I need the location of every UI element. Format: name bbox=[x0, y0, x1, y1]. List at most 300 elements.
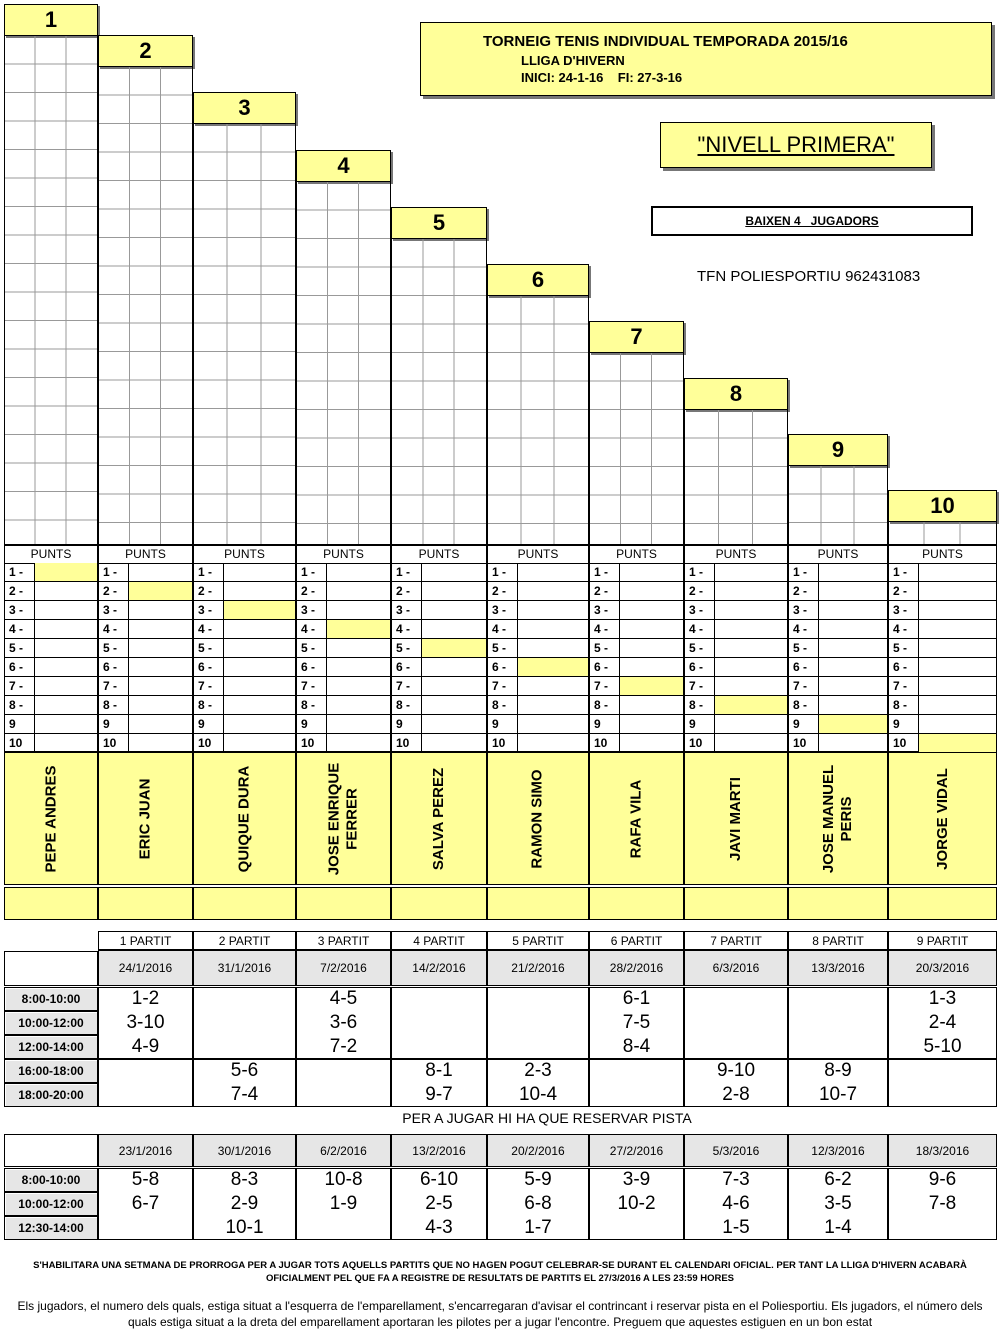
partit-date: 7/2/2016 bbox=[296, 950, 391, 986]
match-pairing: 10-4 bbox=[518, 1084, 558, 1105]
points-row bbox=[789, 696, 887, 715]
points-value-cell[interactable] bbox=[919, 677, 996, 695]
points-value-cell[interactable] bbox=[422, 582, 486, 600]
points-row-label: 9 bbox=[685, 715, 715, 733]
points-row bbox=[488, 677, 588, 696]
points-row-label: 1 - bbox=[5, 563, 35, 581]
player-total-cell[interactable] bbox=[391, 887, 487, 920]
points-value-cell[interactable] bbox=[35, 658, 97, 676]
partit-header: 4 PARTIT bbox=[391, 931, 487, 950]
player-number-header: 5 bbox=[391, 207, 487, 239]
player-name-cell bbox=[487, 752, 589, 885]
points-row-label: 10 bbox=[297, 734, 327, 753]
time-slot-label: 8:00-10:00 bbox=[4, 1168, 98, 1192]
match-pairing bbox=[98, 1083, 193, 1107]
points-value-cell[interactable] bbox=[327, 696, 390, 714]
points-value-cell[interactable] bbox=[327, 639, 390, 657]
points-row-label: 10 bbox=[99, 734, 129, 753]
match-pairing: 9-7 bbox=[425, 1084, 453, 1105]
points-value-cell[interactable] bbox=[620, 639, 683, 657]
points-row-label: 7 - bbox=[488, 677, 518, 695]
points-row bbox=[5, 658, 97, 677]
player-total-cell[interactable] bbox=[684, 887, 788, 920]
player-name: JOSE MANUEL PERIS bbox=[820, 764, 856, 873]
points-value-cell[interactable] bbox=[620, 658, 683, 676]
points-row-label: 3 - bbox=[392, 601, 422, 619]
points-value-cell[interactable] bbox=[518, 677, 588, 695]
points-value-cell[interactable] bbox=[715, 563, 787, 581]
points-row-label: 2 - bbox=[297, 582, 327, 600]
points-row-label: 3 - bbox=[194, 601, 224, 619]
points-value-cell[interactable] bbox=[620, 620, 683, 638]
points-row bbox=[194, 620, 295, 639]
points-row bbox=[789, 677, 887, 696]
points-value-cell[interactable] bbox=[35, 601, 97, 619]
player-total-cell[interactable] bbox=[589, 887, 684, 920]
points-value-cell[interactable] bbox=[129, 696, 192, 714]
points-value-cell[interactable] bbox=[422, 563, 486, 581]
points-value-cell[interactable] bbox=[35, 677, 97, 695]
match-pairing bbox=[589, 1216, 684, 1240]
points-row-label: 6 - bbox=[685, 658, 715, 676]
match-pairing bbox=[193, 987, 296, 1011]
partit-date: 20/3/2016 bbox=[888, 950, 997, 986]
partit-header: 1 PARTIT bbox=[98, 931, 193, 950]
points-row-label: 4 - bbox=[5, 620, 35, 638]
points-value-cell[interactable] bbox=[327, 715, 390, 733]
points-row bbox=[590, 677, 683, 696]
points-value-cell[interactable] bbox=[422, 639, 486, 657]
match-pairing bbox=[589, 1059, 684, 1083]
points-column bbox=[788, 545, 888, 752]
points-row-label: 1 - bbox=[392, 563, 422, 581]
points-row bbox=[297, 734, 390, 753]
points-value-cell[interactable] bbox=[422, 601, 486, 619]
partit-header: 5 PARTIT bbox=[487, 931, 589, 950]
points-row-label: 10 bbox=[392, 734, 422, 753]
points-value-cell[interactable] bbox=[715, 658, 787, 676]
points-value-cell[interactable] bbox=[819, 620, 887, 638]
points-row bbox=[590, 658, 683, 677]
player-name: JORGE VIDAL bbox=[933, 767, 951, 870]
points-row bbox=[194, 563, 295, 582]
match-grid bbox=[589, 353, 684, 545]
points-row-label: 7 - bbox=[297, 677, 327, 695]
points-value-cell[interactable] bbox=[224, 715, 295, 733]
points-row bbox=[5, 620, 97, 639]
points-row bbox=[789, 563, 887, 582]
points-row bbox=[685, 601, 787, 620]
match-pairing bbox=[788, 1035, 888, 1059]
points-value-cell[interactable] bbox=[518, 563, 588, 581]
points-row-label: 6 - bbox=[789, 658, 819, 676]
match-pairing: 3-10 bbox=[126, 1012, 165, 1033]
points-row-label: 4 - bbox=[789, 620, 819, 638]
points-row bbox=[488, 734, 588, 753]
points-value-cell[interactable] bbox=[919, 734, 996, 753]
points-column bbox=[296, 545, 391, 752]
match-pairing bbox=[98, 1216, 193, 1240]
points-value-cell[interactable] bbox=[35, 639, 97, 657]
player-number-header: 7 bbox=[589, 321, 684, 353]
points-row bbox=[685, 715, 787, 734]
points-value-cell[interactable] bbox=[819, 734, 887, 753]
points-column bbox=[98, 545, 193, 752]
points-row bbox=[5, 582, 97, 601]
points-row bbox=[99, 601, 192, 620]
points-row-label: 8 - bbox=[889, 696, 919, 714]
points-row bbox=[297, 658, 390, 677]
points-value-cell[interactable] bbox=[919, 601, 996, 619]
time-slot-label: 12:00-14:00 bbox=[4, 1035, 98, 1059]
points-value-cell[interactable] bbox=[129, 658, 192, 676]
points-row bbox=[685, 639, 787, 658]
points-value-cell[interactable] bbox=[715, 734, 787, 753]
points-row bbox=[590, 734, 683, 753]
points-row-label: 4 - bbox=[488, 620, 518, 638]
points-value-cell[interactable] bbox=[327, 563, 390, 581]
points-value-cell[interactable] bbox=[422, 658, 486, 676]
points-row bbox=[5, 639, 97, 658]
points-row bbox=[889, 620, 996, 639]
match-pairing: 8-9 bbox=[824, 1060, 852, 1081]
points-row bbox=[297, 639, 390, 658]
points-value-cell[interactable] bbox=[35, 715, 97, 733]
points-value-cell[interactable] bbox=[919, 563, 996, 581]
points-row-label: 1 - bbox=[889, 563, 919, 581]
points-value-cell[interactable] bbox=[518, 715, 588, 733]
schedule-corner bbox=[4, 1134, 98, 1167]
partit-date: 30/1/2016 bbox=[193, 1134, 296, 1167]
points-row bbox=[392, 658, 486, 677]
points-value-cell[interactable] bbox=[35, 563, 97, 581]
points-value-cell[interactable] bbox=[422, 715, 486, 733]
points-row-label: 4 - bbox=[194, 620, 224, 638]
points-value-cell[interactable] bbox=[620, 715, 683, 733]
points-row bbox=[392, 677, 486, 696]
points-value-cell[interactable] bbox=[715, 601, 787, 619]
points-value-cell[interactable] bbox=[224, 658, 295, 676]
points-row bbox=[685, 620, 787, 639]
points-value-cell[interactable] bbox=[327, 582, 390, 600]
match-pairing: 8-4 bbox=[622, 1036, 651, 1057]
points-row-label: 8 - bbox=[685, 696, 715, 714]
points-row-label: 7 - bbox=[590, 677, 620, 695]
match-pairing bbox=[589, 1083, 684, 1107]
points-row bbox=[5, 601, 97, 620]
points-row-label: 2 - bbox=[889, 582, 919, 600]
points-row-label: 9 bbox=[297, 715, 327, 733]
points-value-cell[interactable] bbox=[620, 582, 683, 600]
tournament-subtitle: LLIGA D'HIVERN bbox=[521, 53, 625, 68]
points-value-cell[interactable] bbox=[819, 677, 887, 695]
points-value-cell[interactable] bbox=[919, 639, 996, 657]
points-row-label: 5 - bbox=[590, 639, 620, 657]
footer-bold-note: S'HABILITARA UNA SETMANA DE PRORROGA PER A JUGAR TOTS AQUELLS PARTITS QUE NO HAGEN POGUT CELEBRAR-SE DURANT EL CALENDARI OFICIAL. PER TANT LA LLIGA D'HIVERN ACABARÀ OFICIALMENT PEL QUE FA A REGISTRE DE RESULTATS DE PARTITS EL 27/3/2016 A LES 23:59 HORES bbox=[33, 1260, 967, 1284]
points-row bbox=[194, 715, 295, 734]
points-value-cell[interactable] bbox=[715, 696, 787, 714]
player-total-cell[interactable] bbox=[193, 887, 296, 920]
points-row bbox=[590, 620, 683, 639]
match-pairing bbox=[296, 1059, 391, 1083]
match-pairing: 7-5 bbox=[622, 1012, 651, 1033]
player-total-cell[interactable] bbox=[788, 887, 888, 920]
points-row bbox=[297, 601, 390, 620]
points-value-cell[interactable] bbox=[919, 696, 996, 714]
points-value-cell[interactable] bbox=[518, 582, 588, 600]
points-row bbox=[194, 677, 295, 696]
points-row bbox=[590, 639, 683, 658]
points-value-cell[interactable] bbox=[35, 734, 97, 753]
points-row bbox=[889, 677, 996, 696]
points-value-cell[interactable] bbox=[422, 696, 486, 714]
points-value-cell[interactable] bbox=[327, 658, 390, 676]
time-slot-label: 8:00-10:00 bbox=[4, 987, 98, 1011]
points-row-label: 8 - bbox=[590, 696, 620, 714]
match-pairing: 10-7 bbox=[818, 1084, 858, 1105]
points-row-label: 2 - bbox=[99, 582, 129, 600]
points-value-cell[interactable] bbox=[518, 639, 588, 657]
match-pairing: 7-4 bbox=[230, 1084, 259, 1105]
partit-header: 6 PARTIT bbox=[589, 931, 684, 950]
points-row-label: 5 - bbox=[789, 639, 819, 657]
partit-date: 27/2/2016 bbox=[589, 1134, 684, 1167]
points-value-cell[interactable] bbox=[620, 696, 683, 714]
match-pairing: 8-3 bbox=[230, 1169, 259, 1190]
partit-header: 8 PARTIT bbox=[788, 931, 888, 950]
points-value-cell[interactable] bbox=[819, 715, 887, 733]
points-row-label: 8 - bbox=[488, 696, 518, 714]
points-row-label: 10 bbox=[5, 734, 35, 753]
points-value-cell[interactable] bbox=[129, 715, 192, 733]
points-row bbox=[789, 620, 887, 639]
points-value-cell[interactable] bbox=[422, 620, 486, 638]
points-header: PUNTS bbox=[590, 546, 683, 564]
points-row-label: 7 - bbox=[889, 677, 919, 695]
points-row-label: 3 - bbox=[685, 601, 715, 619]
player-number-header: 6 bbox=[487, 264, 589, 296]
points-value-cell[interactable] bbox=[327, 734, 390, 753]
partit-date: 6/3/2016 bbox=[684, 950, 788, 986]
points-row bbox=[194, 734, 295, 753]
points-value-cell[interactable] bbox=[129, 677, 192, 695]
points-row bbox=[685, 563, 787, 582]
points-value-cell[interactable] bbox=[224, 734, 295, 753]
player-total-cell[interactable] bbox=[98, 887, 193, 920]
points-value-cell[interactable] bbox=[224, 696, 295, 714]
points-value-cell[interactable] bbox=[919, 715, 996, 733]
points-value-cell[interactable] bbox=[422, 734, 486, 753]
points-row bbox=[392, 582, 486, 601]
points-row-label: 7 - bbox=[99, 677, 129, 695]
player-name-cell bbox=[4, 752, 98, 885]
points-value-cell[interactable] bbox=[819, 639, 887, 657]
points-value-cell[interactable] bbox=[129, 563, 192, 581]
points-value-cell[interactable] bbox=[35, 696, 97, 714]
points-header: PUNTS bbox=[789, 546, 887, 564]
match-pairing: 10-1 bbox=[225, 1217, 264, 1238]
time-slot-label: 16:00-18:00 bbox=[4, 1059, 98, 1083]
points-value-cell[interactable] bbox=[35, 582, 97, 600]
points-header: PUNTS bbox=[297, 546, 390, 564]
points-value-cell[interactable] bbox=[129, 639, 192, 657]
points-value-cell[interactable] bbox=[819, 658, 887, 676]
points-value-cell[interactable] bbox=[35, 620, 97, 638]
player-name: SALVA PEREZ bbox=[430, 767, 448, 870]
points-value-cell[interactable] bbox=[919, 620, 996, 638]
time-slot-label: 10:00-12:00 bbox=[4, 1011, 98, 1035]
match-pairing: 2-3 bbox=[524, 1060, 552, 1081]
points-header: PUNTS bbox=[392, 546, 486, 564]
points-row bbox=[889, 639, 996, 658]
points-value-cell[interactable] bbox=[129, 620, 192, 638]
points-row bbox=[789, 601, 887, 620]
points-row bbox=[297, 696, 390, 715]
player-name: QUIQUE DURA bbox=[235, 765, 253, 872]
points-row-label: 9 bbox=[789, 715, 819, 733]
level-label: "NIVELL PRIMERA" bbox=[660, 122, 932, 168]
points-row-label: 10 bbox=[789, 734, 819, 753]
points-value-cell[interactable] bbox=[518, 620, 588, 638]
player-number-header: 1 bbox=[4, 4, 98, 36]
points-value-cell[interactable] bbox=[715, 715, 787, 733]
partit-date: 28/2/2016 bbox=[589, 950, 684, 986]
player-total-cell[interactable] bbox=[4, 887, 98, 920]
points-row-label: 1 - bbox=[685, 563, 715, 581]
points-row bbox=[488, 658, 588, 677]
points-row-label: 5 - bbox=[5, 639, 35, 657]
points-row bbox=[194, 582, 295, 601]
points-value-cell[interactable] bbox=[819, 696, 887, 714]
points-row bbox=[99, 715, 192, 734]
points-value-cell[interactable] bbox=[327, 677, 390, 695]
points-row-label: 10 bbox=[590, 734, 620, 753]
match-pairing bbox=[888, 1216, 997, 1240]
points-row-label: 2 - bbox=[194, 582, 224, 600]
points-value-cell[interactable] bbox=[224, 582, 295, 600]
points-row bbox=[889, 734, 996, 753]
match-pairing bbox=[391, 987, 487, 1011]
points-value-cell[interactable] bbox=[620, 734, 683, 753]
player-name-cell bbox=[888, 752, 997, 885]
match-grid bbox=[193, 124, 296, 545]
points-header: PUNTS bbox=[889, 546, 996, 564]
points-row-label: 2 - bbox=[789, 582, 819, 600]
points-column bbox=[684, 545, 788, 752]
points-value-cell[interactable] bbox=[819, 601, 887, 619]
points-value-cell[interactable] bbox=[129, 601, 192, 619]
partit-date: 24/1/2016 bbox=[98, 950, 193, 986]
points-row-label: 1 - bbox=[194, 563, 224, 581]
player-total-cell[interactable] bbox=[888, 887, 997, 920]
points-row bbox=[99, 563, 192, 582]
player-name: RAMON SIMO bbox=[528, 768, 546, 869]
match-pairing: 10-8 bbox=[324, 1169, 363, 1190]
points-row-label: 5 - bbox=[297, 639, 327, 657]
points-row bbox=[488, 639, 588, 658]
match-pairing: 1-9 bbox=[329, 1193, 358, 1214]
match-grid bbox=[98, 67, 193, 545]
points-value-cell[interactable] bbox=[715, 639, 787, 657]
points-row bbox=[99, 734, 192, 753]
points-value-cell[interactable] bbox=[819, 563, 887, 581]
points-value-cell[interactable] bbox=[422, 677, 486, 695]
points-row-label: 8 - bbox=[789, 696, 819, 714]
points-value-cell[interactable] bbox=[715, 582, 787, 600]
match-grid bbox=[788, 466, 888, 545]
points-value-cell[interactable] bbox=[129, 734, 192, 753]
points-row bbox=[99, 658, 192, 677]
points-value-cell[interactable] bbox=[327, 620, 390, 638]
player-total-cell[interactable] bbox=[296, 887, 391, 920]
match-pairing: 7-3 bbox=[722, 1169, 750, 1190]
match-pairing bbox=[684, 1035, 788, 1059]
points-row-label: 2 - bbox=[5, 582, 35, 600]
match-pairing: 5-8 bbox=[131, 1169, 160, 1190]
points-row bbox=[685, 734, 787, 753]
points-row-label: 6 - bbox=[194, 658, 224, 676]
player-name: ERIC JUAN bbox=[136, 778, 154, 859]
points-value-cell[interactable] bbox=[224, 620, 295, 638]
points-value-cell[interactable] bbox=[919, 582, 996, 600]
points-value-cell[interactable] bbox=[715, 677, 787, 695]
points-value-cell[interactable] bbox=[129, 582, 192, 600]
phone-label: TFN POLIESPORTIU 962431083 bbox=[697, 268, 921, 285]
points-row bbox=[392, 696, 486, 715]
points-row-label: 6 - bbox=[488, 658, 518, 676]
points-value-cell[interactable] bbox=[518, 601, 588, 619]
points-row bbox=[5, 696, 97, 715]
points-row-label: 8 - bbox=[5, 696, 35, 714]
match-grid bbox=[684, 410, 788, 545]
points-value-cell[interactable] bbox=[224, 677, 295, 695]
points-value-cell[interactable] bbox=[715, 620, 787, 638]
points-row-label: 3 - bbox=[889, 601, 919, 619]
points-value-cell[interactable] bbox=[620, 563, 683, 581]
points-value-cell[interactable] bbox=[224, 601, 295, 619]
points-row-label: 6 - bbox=[297, 658, 327, 676]
match-pairing: 4-9 bbox=[131, 1036, 160, 1057]
player-number-header: 3 bbox=[193, 92, 296, 124]
match-pairing bbox=[684, 1011, 788, 1035]
player-total-cell[interactable] bbox=[487, 887, 589, 920]
partit-date: 14/2/2016 bbox=[391, 950, 487, 986]
points-value-cell[interactable] bbox=[819, 582, 887, 600]
player-name: JAVI MARTI bbox=[727, 776, 744, 861]
points-row-label: 10 bbox=[194, 734, 224, 753]
points-value-cell[interactable] bbox=[224, 563, 295, 581]
points-value-cell[interactable] bbox=[224, 639, 295, 657]
points-value-cell[interactable] bbox=[327, 601, 390, 619]
match-pairing bbox=[888, 1083, 997, 1107]
match-pairing bbox=[487, 1011, 589, 1035]
points-value-cell[interactable] bbox=[620, 677, 683, 695]
points-row bbox=[5, 677, 97, 696]
points-value-cell[interactable] bbox=[919, 658, 996, 676]
points-header: PUNTS bbox=[488, 546, 588, 564]
points-row bbox=[392, 734, 486, 753]
points-row bbox=[194, 696, 295, 715]
points-row-label: 10 bbox=[889, 734, 919, 753]
points-value-cell[interactable] bbox=[620, 601, 683, 619]
points-value-cell[interactable] bbox=[518, 696, 588, 714]
player-name: RAFA VILA bbox=[627, 779, 645, 858]
points-row-label: 5 - bbox=[488, 639, 518, 657]
points-value-cell[interactable] bbox=[518, 734, 588, 753]
points-row-label: 4 - bbox=[889, 620, 919, 638]
points-row-label: 2 - bbox=[392, 582, 422, 600]
points-value-cell[interactable] bbox=[518, 658, 588, 676]
